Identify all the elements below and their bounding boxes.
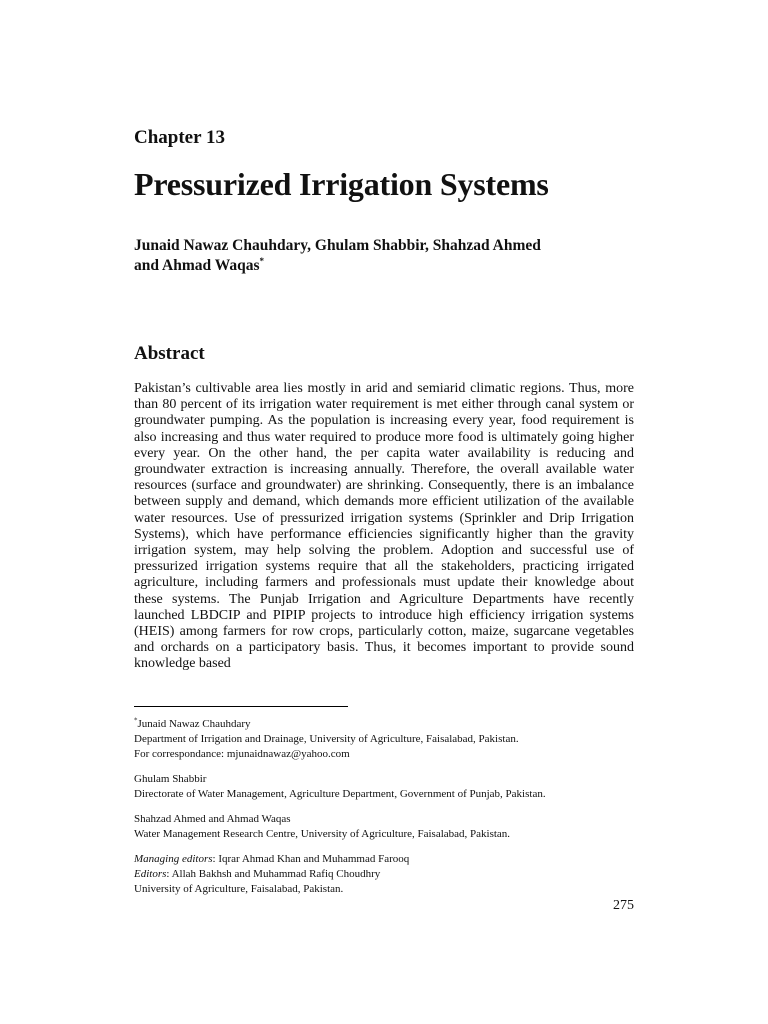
footnotes (134, 717, 654, 897)
abstract-text: Pakistan’s cultivable area lies mostly in arid and semiarid climatic regions. Thus, more than 80 percent of its irrigation water requirement is met either through canal system or groundwater pumping. As the population is increasing every year, food requirement is also increasing and thus water required to produce more food is ultimately going higher every year. On the other hand, the per capita water availability is reducing and groundwater extraction is increasing annually. Therefore, the overall available water resources (surface and groundwater) are shrinking. Consequently, there is an imbalance between supply and demand, which demands more efficient utilization of the available water resources. Use of pressurized irrigation systems (Sprinkler and Drip Irrigation Systems), which have performance efficiencies significantly higher than the gravity irrigation system, may help solving the problem. Adoption and successful use of pressurized irrigation systems require that all the stakeholders, practicing irrigated agriculture, including farmers and professionals must update their knowledge about these systems. The Punjab Irrigation and Agriculture Departments have recently launched LBDCIP and PIPIP projects to introduce high efficiency irrigation systems (HEIS) among farmers for row crops, particularly cotton, maize, sugarcane vegetables and orchards on a participatory basis. Thus, it becomes important to provide sound knowledge based (134, 381, 634, 672)
chapter-title: Pressurized Irrigation Systems (134, 166, 549, 202)
editors-names: : Allah Bakhsh and Muhammad Rafiq Choudhry (166, 868, 381, 880)
footnote-author1-name-text: Junaid Nawaz Chauhdary (137, 718, 251, 730)
footnote-editors (134, 867, 654, 882)
footnote-author1-contact: For correspondance: mjunaidnawaz@yahoo.com (134, 748, 350, 760)
footnote-university: University of Agriculture, Faisalabad, Pakistan. (134, 883, 344, 895)
managing-editors-label: Managing editors (134, 853, 213, 865)
author-line-1: Junaid Nawaz Chauhdary, Ghulam Shabbir, Shahzad Ahmed (134, 237, 541, 254)
author-footnote-marker: * (259, 255, 264, 266)
abstract-heading: Abstract (134, 343, 205, 364)
chapter-label: Chapter 13 (134, 127, 225, 148)
editors-label: Editors (134, 868, 167, 880)
footnote-author1-affiliation: Department of Irrigation and Drainage, University of Agriculture, Faisalabad, Pakistan. (134, 733, 519, 745)
author-line-2-text: and Ahmad Waqas (134, 257, 260, 274)
footnote-author2-name: Ghulam Shabbir (134, 773, 207, 785)
footnote-managing-editors (134, 852, 654, 867)
managing-editors-names: : Iqrar Ahmad Khan and Muhammad Farooq (212, 853, 410, 865)
footnote-marker: * (134, 716, 138, 725)
footnote-author2-affiliation: Directorate of Water Management, Agriculture Department, Government of Punjab, Pakistan. (134, 788, 546, 800)
footnote-author3-affiliation: Water Management Research Centre, University of Agriculture, Faisalabad, Pakistan. (134, 828, 511, 840)
author-list (134, 236, 634, 276)
footnote-divider (134, 706, 348, 707)
footnote-author3-name: Shahzad Ahmed and Ahmad Waqas (134, 813, 291, 825)
page-number: 275 (613, 898, 634, 913)
footnote-author1-name (134, 717, 654, 732)
author-line-2 (134, 256, 634, 276)
